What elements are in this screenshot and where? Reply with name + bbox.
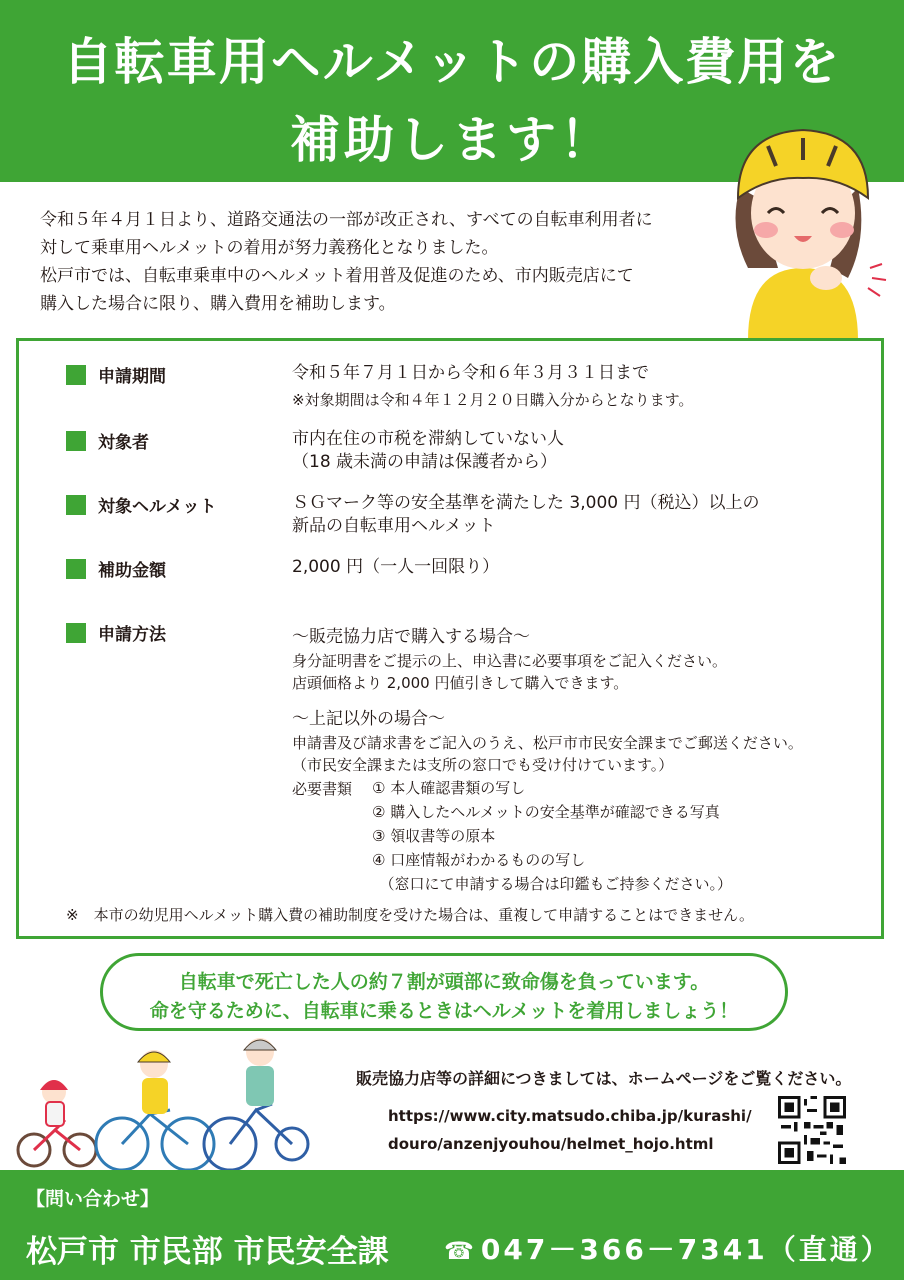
eligible-label: 対象者	[66, 428, 149, 453]
safety-slogan	[100, 953, 788, 1031]
girl-illustration	[718, 118, 888, 340]
amount-value: 2,000 円（一人一回限り）	[292, 557, 500, 577]
shop-info-note: 販売協力店等の詳細につきましては、ホームページをご覧ください。	[356, 1069, 852, 1088]
green-square-bullet	[66, 431, 86, 451]
homepage-url[interactable]: https://www.city.matsudo.chiba.jp/kurashi/ douro/anzenjyouhou/helmet_hojo.html	[388, 1107, 752, 1153]
amount-label: 補助金額	[66, 556, 166, 581]
method-case2-text: 申請書及び請求書をご記入のうえ、松戸市市民安全課までご郵送ください。 （市民安全課または支所の窓口でも受け付けています。）	[292, 734, 803, 774]
intro-text: 令和５年４月１日より、道路交通法の一部が改正され、すべての自転車利用者に 対して乗車用ヘルメットの着用が努力義務化となりました。 松戸市では、自転車乗車中のヘルメット着用普及促進のため、市内販売店にて 購入した場合に限り、購入費用を補助します。	[40, 210, 653, 314]
green-square-bullet	[66, 559, 86, 579]
duplicate-note: ※ 本市の幼児用ヘルメット購入費の補助制度を受けた場合は、重複して申請することはできません。	[66, 906, 755, 924]
slogan-line-2: 命を守るために、自転車に乗るときはヘルメットを着用しましょう！	[149, 1000, 739, 1022]
contact-label: 【問い合わせ】	[26, 1188, 160, 1210]
method-case1-text: 身分証明書をご提示の上、申込書に必要事項をご記入ください。 店頭価格より 2,000 円値引きして購入できます。	[292, 652, 728, 692]
slogan-line-1: 自転車で死亡した人の約７割が頭部に致命傷を負っています。	[178, 971, 710, 993]
helmet-value: ＳＧマーク等の安全基準を満たした 3,000 円（税込）以上の 新品の自転車用ヘルメット	[292, 493, 760, 536]
required-docs-label: 必要書類	[292, 780, 353, 798]
period-label: 申請期間	[66, 362, 166, 387]
eligible-value: 市内在住の市税を滞納していない人 （18 歳未満の申請は保護者から）	[292, 429, 564, 472]
footer-contact	[0, 1170, 904, 1280]
method-case2-heading: ～上記以外の場合～	[292, 709, 445, 729]
period-value: 令和５年７月１日から令和６年３月３１日まで	[292, 363, 649, 383]
qr-code[interactable]	[778, 1096, 846, 1164]
title-line-1: 自転車用ヘルメットの購入費用を	[62, 33, 842, 91]
telephone-icon: ☎	[444, 1237, 477, 1265]
green-square-bullet	[66, 365, 86, 385]
method-label: 申請方法	[66, 620, 166, 645]
helmet-label: 対象ヘルメット	[66, 492, 217, 517]
title-line-2: 補助します！	[290, 111, 614, 169]
required-docs-list: ① 本人確認書類の写し ② 購入したヘルメットの安全基準が確認できる写真 ③ 領収書等の原本 ④ 口座情報がわかるものの写し （窓口にて申請する場合は印鑑もご持参ください。）	[372, 779, 733, 893]
family-cycling-illustration	[10, 1030, 310, 1170]
method-case1-heading: ～販売協力店で購入する場合～	[292, 627, 530, 647]
green-square-bullet	[66, 623, 86, 643]
green-square-bullet	[66, 495, 86, 515]
department-name: 松戸市 市民部 市民安全課	[26, 1234, 389, 1270]
period-note: ※対象期間は令和４年１２月２０日購入分からとなります。	[292, 391, 694, 409]
telephone-number[interactable]: ☎ 047－366－7341（直通）	[444, 1233, 892, 1266]
